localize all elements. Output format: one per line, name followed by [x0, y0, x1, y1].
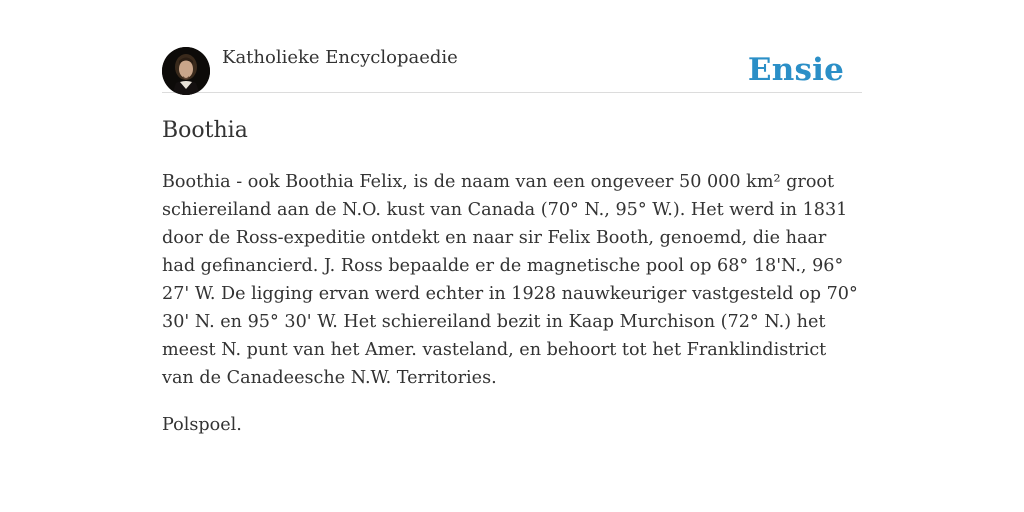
- brand-logo[interactable]: Ensie: [747, 52, 844, 88]
- article-body: Boothia - ook Boothia Felix, is de naam van een ongeveer 50 000 km² groot schiereiland aan de N.O. kust van Canada (70° N., 95° W.). Het werd in 1831 door de Ross-expeditie ontdekt en naar sir Felix Booth, genoemd, die haar had gefinancierd. J. Ross bepaalde er de magnetische pool op 68° 18'N., 96° 27' W. De ligging ervan werd echter in 1928 nauwkeuriger vastgesteld op 70° 30' N. en 95° 30' W. Het schiereiland bezit in Kaap Murchison (72° N.) het meest N. punt van het Amer. vasteland, en behoort tot het Franklindistrict van de Canadeesche N.W. Territories.: [162, 172, 858, 388]
- article-author: Polspoel.: [162, 415, 242, 435]
- source-title[interactable]: Katholieke Encyclopaedie: [222, 47, 458, 68]
- header: [162, 0, 862, 93]
- portrait-icon: [162, 47, 210, 95]
- page: [162, 0, 862, 435]
- source-avatar[interactable]: [162, 47, 210, 95]
- article-title: Boothia: [162, 118, 248, 143]
